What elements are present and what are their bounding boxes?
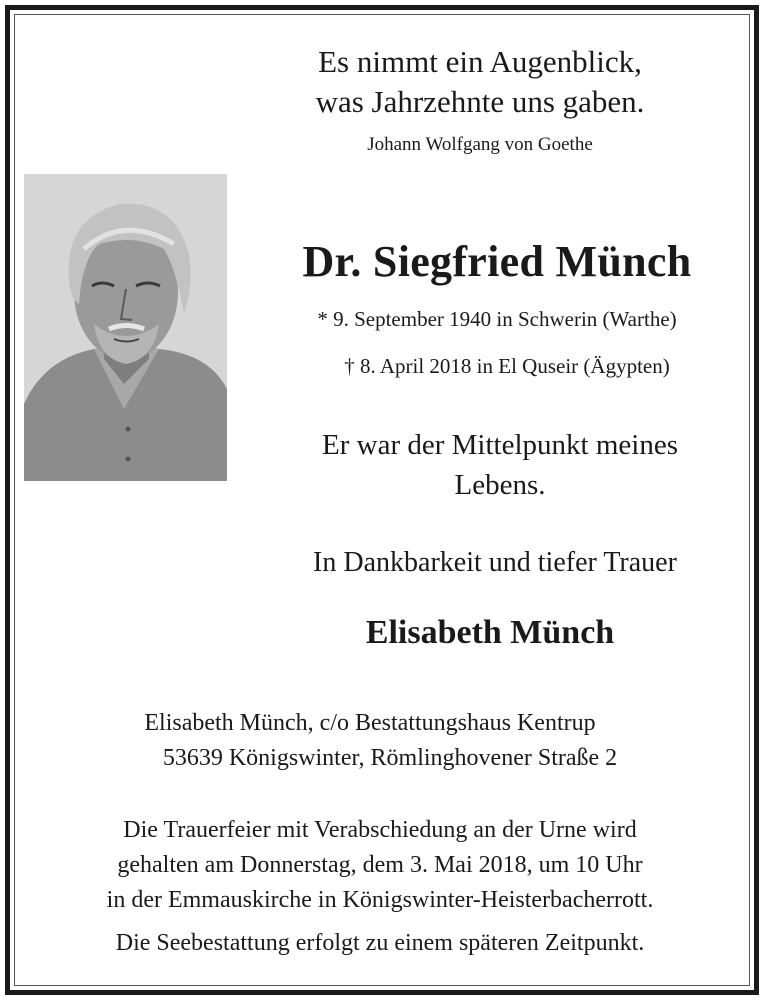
- tribute-line-2: Lebens.: [454, 469, 546, 501]
- quote-author: Johann Wolfgang von Goethe: [367, 134, 593, 155]
- death-date: † 8. April 2018 in El Quseir (Ägypten): [344, 354, 670, 378]
- address-line-1: Elisabeth Münch, c/o Bestattungshaus Kentrup: [144, 710, 596, 736]
- portrait-illustration: [24, 174, 227, 481]
- portrait-photo: [24, 174, 227, 481]
- funeral-line-2: gehalten am Donnerstag, dem 3. Mai 2018, um 10 Uhr: [117, 852, 643, 878]
- quote-line-2: was Jahrzehnte uns gaben.: [315, 84, 645, 119]
- address-line-2: 53639 Königswinter, Römlinghovener Straße 2: [162, 745, 618, 771]
- sea-burial-note: Die Seebestattung erfolgt zu einem späteren Zeitpunkt.: [115, 930, 645, 956]
- quote-line-1: Es nimmt ein Augenblick,: [318, 44, 642, 79]
- deceased-name: Dr. Siegfried Münch: [302, 237, 692, 286]
- mourner-name: Elisabeth Münch: [365, 614, 615, 651]
- tribute-line-1: Er war der Mittelpunkt meines: [322, 429, 678, 461]
- mourning-text: In Dankbarkeit und tiefer Trauer: [313, 547, 677, 578]
- funeral-line-1: Die Trauerfeier mit Verabschiedung an der Urne wird: [123, 817, 637, 843]
- birth-date: * 9. September 1940 in Schwerin (Warthe): [317, 307, 677, 331]
- funeral-line-3: in der Emmauskirche in Königswinter-Heisterbacherrott.: [106, 887, 654, 913]
